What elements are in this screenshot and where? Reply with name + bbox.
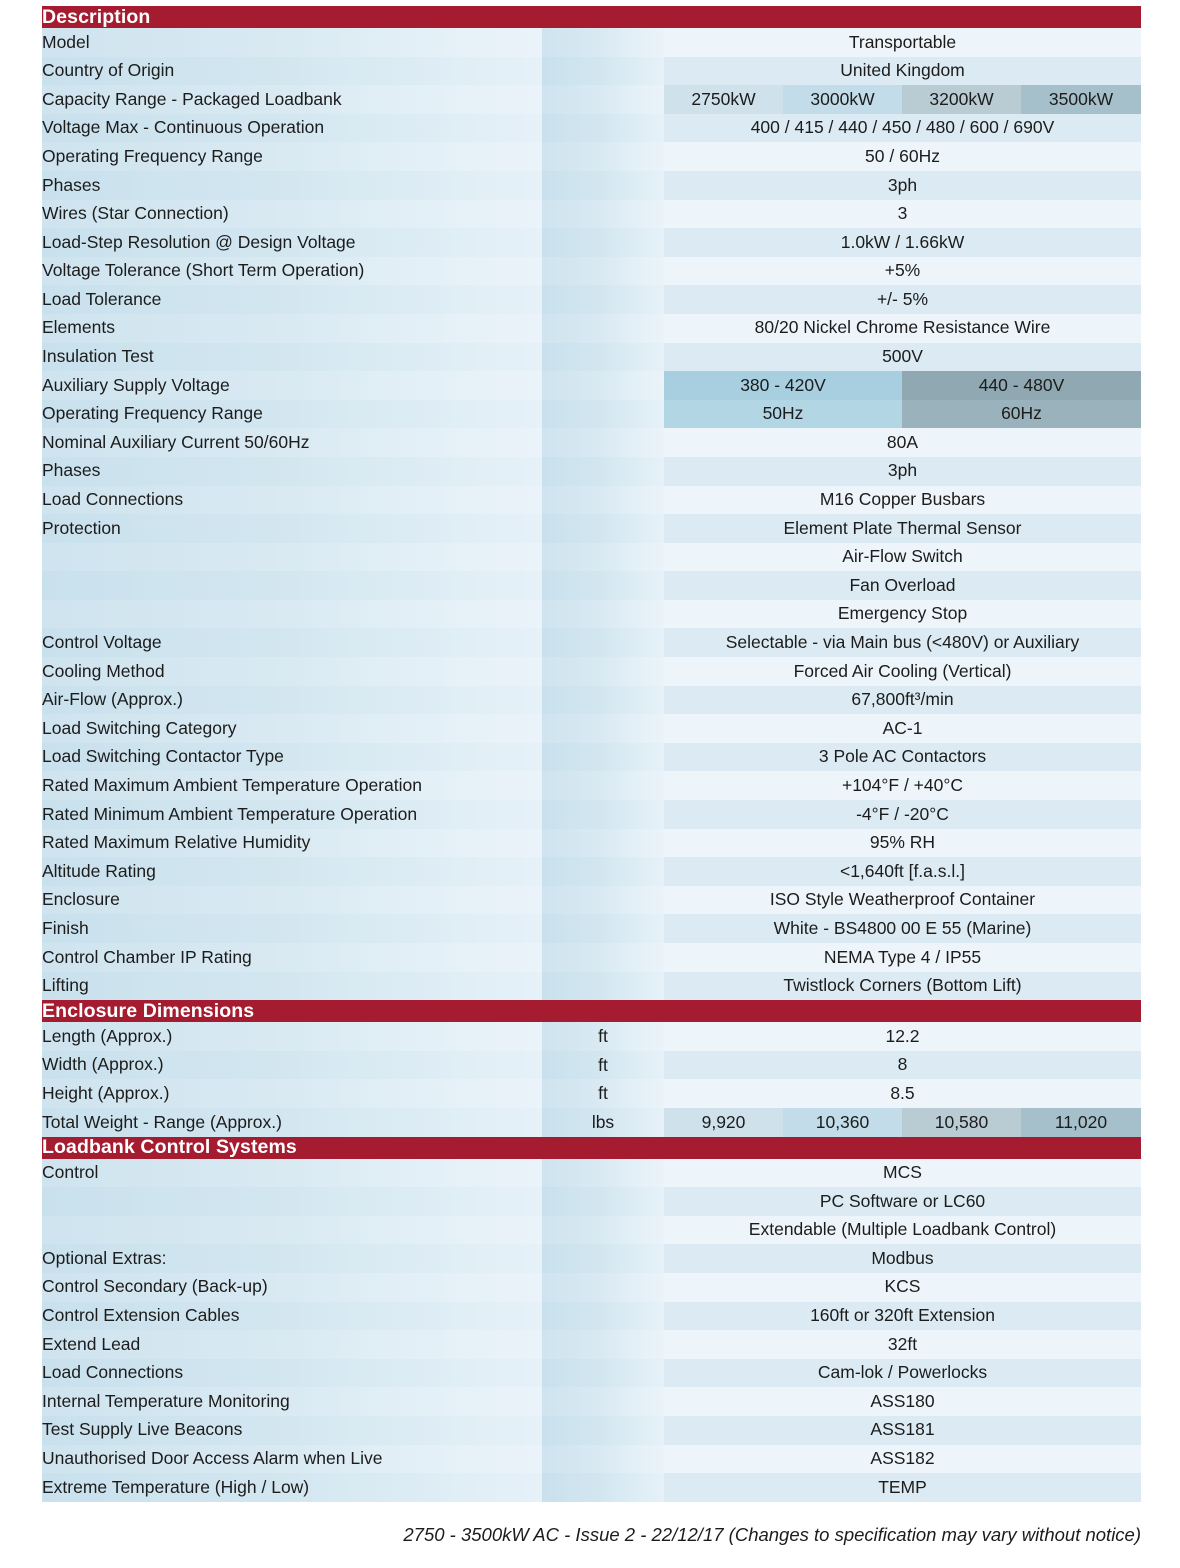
row-unit bbox=[542, 343, 664, 372]
row-unit bbox=[542, 829, 664, 858]
row-value: +104°F / +40°C bbox=[664, 771, 1141, 800]
table-row bbox=[42, 571, 1141, 600]
row-value: 80A bbox=[664, 428, 1141, 457]
row-label: Country of Origin bbox=[42, 57, 542, 86]
row-label: Rated Maximum Ambient Temperature Operation bbox=[42, 771, 542, 800]
row-label: Width (Approx.) bbox=[42, 1051, 542, 1080]
row-unit bbox=[542, 400, 664, 429]
row-value: ASS182 bbox=[664, 1445, 1141, 1474]
row-label: Total Weight - Range (Approx.) bbox=[42, 1108, 542, 1137]
row-value: 8.5 bbox=[664, 1079, 1141, 1108]
row-unit bbox=[542, 1387, 664, 1416]
row-value: United Kingdom bbox=[664, 57, 1141, 86]
row-unit bbox=[542, 686, 664, 715]
table-row bbox=[42, 514, 1141, 543]
row-unit bbox=[542, 1302, 664, 1331]
row-value: MCS bbox=[664, 1159, 1141, 1188]
row-label: Rated Maximum Relative Humidity bbox=[42, 829, 542, 858]
row-label: Protection bbox=[42, 514, 542, 543]
row-unit bbox=[542, 514, 664, 543]
row-label: Length (Approx.) bbox=[42, 1022, 542, 1051]
row-unit bbox=[542, 228, 664, 257]
row-label: Extreme Temperature (High / Low) bbox=[42, 1473, 542, 1502]
row-label bbox=[42, 600, 542, 629]
table-row bbox=[42, 1273, 1141, 1302]
section-title: Enclosure Dimensions bbox=[42, 1000, 1141, 1022]
row-value: -4°F / -20°C bbox=[664, 800, 1141, 829]
row-label: Control bbox=[42, 1159, 542, 1188]
row-unit bbox=[542, 85, 664, 114]
row-value: M16 Copper Busbars bbox=[664, 486, 1141, 515]
row-value: KCS bbox=[664, 1273, 1141, 1302]
row-label: Height (Approx.) bbox=[42, 1079, 542, 1108]
table-row bbox=[42, 1330, 1141, 1359]
row-label: Finish bbox=[42, 914, 542, 943]
row-label: Load Switching Category bbox=[42, 714, 542, 743]
row-value: 500V bbox=[664, 343, 1141, 372]
dual-value-left: 380 - 420V bbox=[664, 371, 902, 400]
table-row bbox=[42, 228, 1141, 257]
row-unit bbox=[542, 972, 664, 1001]
row-unit bbox=[542, 1416, 664, 1445]
variant-value-1: 2750kW bbox=[664, 85, 783, 114]
row-unit bbox=[542, 543, 664, 572]
row-label: Enclosure bbox=[42, 886, 542, 915]
row-unit: lbs bbox=[542, 1108, 664, 1137]
row-unit bbox=[542, 28, 664, 57]
row-unit: ft bbox=[542, 1022, 664, 1051]
row-label: Load Tolerance bbox=[42, 285, 542, 314]
row-label: Control Extension Cables bbox=[42, 1302, 542, 1331]
row-value: +/- 5% bbox=[664, 285, 1141, 314]
row-value: <1,640ft [f.a.s.l.] bbox=[664, 857, 1141, 886]
table-row bbox=[42, 257, 1141, 286]
row-value: 95% RH bbox=[664, 829, 1141, 858]
table-row bbox=[42, 314, 1141, 343]
row-unit bbox=[542, 371, 664, 400]
table-row bbox=[42, 285, 1141, 314]
section-header-enclosure-dimensions bbox=[42, 1000, 1141, 1022]
table-row bbox=[42, 1216, 1141, 1245]
row-label: Operating Frequency Range bbox=[42, 142, 542, 171]
row-value: AC-1 bbox=[664, 714, 1141, 743]
row-unit bbox=[542, 943, 664, 972]
row-value: 3 bbox=[664, 200, 1141, 229]
row-value: Selectable - via Main bus (<480V) or Auxiliary bbox=[664, 628, 1141, 657]
variant-value-2: 3000kW bbox=[783, 85, 902, 114]
row-unit bbox=[542, 428, 664, 457]
table-row bbox=[42, 743, 1141, 772]
row-value: PC Software or LC60 bbox=[664, 1187, 1141, 1216]
variant-value-1: 9,920 bbox=[664, 1108, 783, 1137]
table-row bbox=[42, 57, 1141, 86]
table-row bbox=[42, 714, 1141, 743]
table-row bbox=[42, 972, 1141, 1001]
row-unit bbox=[542, 600, 664, 629]
row-value: 3ph bbox=[664, 457, 1141, 486]
table-row bbox=[42, 400, 1141, 429]
row-value: 160ft or 320ft Extension bbox=[664, 1302, 1141, 1331]
row-label: Phases bbox=[42, 457, 542, 486]
row-value: 67,800ft³/min bbox=[664, 686, 1141, 715]
table-row bbox=[42, 1359, 1141, 1388]
table-row bbox=[42, 1022, 1141, 1051]
row-value: 80/20 Nickel Chrome Resistance Wire bbox=[664, 314, 1141, 343]
variant-value-4: 11,020 bbox=[1021, 1108, 1141, 1137]
row-value: Element Plate Thermal Sensor bbox=[664, 514, 1141, 543]
row-label: Control Voltage bbox=[42, 628, 542, 657]
table-row bbox=[42, 486, 1141, 515]
row-unit bbox=[542, 200, 664, 229]
section-header-description bbox=[42, 6, 1141, 28]
row-label: Phases bbox=[42, 171, 542, 200]
table-row bbox=[42, 428, 1141, 457]
row-unit bbox=[542, 800, 664, 829]
row-label bbox=[42, 571, 542, 600]
row-label: Model bbox=[42, 28, 542, 57]
row-value: 32ft bbox=[664, 1330, 1141, 1359]
row-label bbox=[42, 1216, 542, 1245]
row-value: Emergency Stop bbox=[664, 600, 1141, 629]
table-row bbox=[42, 628, 1141, 657]
row-value: Forced Air Cooling (Vertical) bbox=[664, 657, 1141, 686]
variant-value-2: 10,360 bbox=[783, 1108, 902, 1137]
row-label: Load Connections bbox=[42, 486, 542, 515]
row-label: Optional Extras: bbox=[42, 1244, 542, 1273]
row-label: Auxiliary Supply Voltage bbox=[42, 371, 542, 400]
row-label: Voltage Tolerance (Short Term Operation) bbox=[42, 257, 542, 286]
row-unit bbox=[542, 1445, 664, 1474]
row-unit bbox=[542, 457, 664, 486]
row-unit bbox=[542, 57, 664, 86]
row-unit bbox=[542, 257, 664, 286]
row-unit bbox=[542, 771, 664, 800]
row-unit bbox=[542, 571, 664, 600]
row-value: ASS180 bbox=[664, 1387, 1141, 1416]
row-unit bbox=[542, 1273, 664, 1302]
row-value: Twistlock Corners (Bottom Lift) bbox=[664, 972, 1141, 1001]
row-unit bbox=[542, 714, 664, 743]
row-value: 50 / 60Hz bbox=[664, 142, 1141, 171]
row-unit bbox=[542, 171, 664, 200]
variant-value-3: 3200kW bbox=[902, 85, 1021, 114]
row-unit bbox=[542, 486, 664, 515]
dual-value-left: 50Hz bbox=[664, 400, 902, 429]
row-label: Nominal Auxiliary Current 50/60Hz bbox=[42, 428, 542, 457]
row-unit bbox=[542, 886, 664, 915]
row-value: White - BS4800 00 E 55 (Marine) bbox=[664, 914, 1141, 943]
table-row bbox=[42, 1302, 1141, 1331]
row-unit bbox=[542, 1244, 664, 1273]
table-row bbox=[42, 1108, 1141, 1137]
row-value: TEMP bbox=[664, 1473, 1141, 1502]
row-label: Altitude Rating bbox=[42, 857, 542, 886]
table-row bbox=[42, 1159, 1141, 1188]
row-unit bbox=[542, 1473, 664, 1502]
row-value: ASS181 bbox=[664, 1416, 1141, 1445]
dual-value-right: 60Hz bbox=[902, 400, 1141, 429]
table-row bbox=[42, 943, 1141, 972]
table-row bbox=[42, 1473, 1141, 1502]
row-label bbox=[42, 543, 542, 572]
row-label: Capacity Range - Packaged Loadbank bbox=[42, 85, 542, 114]
row-label: Wires (Star Connection) bbox=[42, 200, 542, 229]
row-value: 3 Pole AC Contactors bbox=[664, 743, 1141, 772]
footer-revision-note: 2750 - 3500kW AC - Issue 2 - 22/12/17 (Changes to specification may vary without notice) bbox=[403, 1524, 1141, 1545]
table-row bbox=[42, 1445, 1141, 1474]
row-unit bbox=[542, 1187, 664, 1216]
table-row bbox=[42, 371, 1141, 400]
row-value: 8 bbox=[664, 1051, 1141, 1080]
row-value: ISO Style Weatherproof Container bbox=[664, 886, 1141, 915]
row-value: NEMA Type 4 / IP55 bbox=[664, 943, 1141, 972]
table-row bbox=[42, 85, 1141, 114]
row-unit bbox=[542, 142, 664, 171]
row-unit bbox=[542, 743, 664, 772]
table-row bbox=[42, 1387, 1141, 1416]
row-unit: ft bbox=[542, 1079, 664, 1108]
table-row bbox=[42, 857, 1141, 886]
row-value: Air-Flow Switch bbox=[664, 543, 1141, 572]
table-row bbox=[42, 800, 1141, 829]
row-value: +5% bbox=[664, 257, 1141, 286]
row-label: Control Secondary (Back-up) bbox=[42, 1273, 542, 1302]
table-row bbox=[42, 200, 1141, 229]
row-value: 12.2 bbox=[664, 1022, 1141, 1051]
variant-value-3: 10,580 bbox=[902, 1108, 1021, 1137]
row-value: Modbus bbox=[664, 1244, 1141, 1273]
row-unit bbox=[542, 1159, 664, 1188]
row-label: Load Connections bbox=[42, 1359, 542, 1388]
row-value: Extendable (Multiple Loadbank Control) bbox=[664, 1216, 1141, 1245]
row-value: 400 / 415 / 440 / 450 / 480 / 600 / 690V bbox=[664, 114, 1141, 143]
table-row bbox=[42, 914, 1141, 943]
table-row bbox=[42, 543, 1141, 572]
row-label: Load Switching Contactor Type bbox=[42, 743, 542, 772]
row-label: Test Supply Live Beacons bbox=[42, 1416, 542, 1445]
table-row bbox=[42, 829, 1141, 858]
row-label: Extend Lead bbox=[42, 1330, 542, 1359]
row-label: Lifting bbox=[42, 972, 542, 1001]
row-unit bbox=[542, 285, 664, 314]
table-row bbox=[42, 686, 1141, 715]
row-unit bbox=[542, 857, 664, 886]
specification-table bbox=[42, 6, 1141, 1502]
table-row bbox=[42, 171, 1141, 200]
row-label: Internal Temperature Monitoring bbox=[42, 1387, 542, 1416]
row-value: 1.0kW / 1.66kW bbox=[664, 228, 1141, 257]
row-value: 3ph bbox=[664, 171, 1141, 200]
row-unit bbox=[542, 628, 664, 657]
row-label: Load-Step Resolution @ Design Voltage bbox=[42, 228, 542, 257]
table-row bbox=[42, 1051, 1141, 1080]
row-unit bbox=[542, 657, 664, 686]
row-label: Rated Minimum Ambient Temperature Operation bbox=[42, 800, 542, 829]
table-row bbox=[42, 1079, 1141, 1108]
section-title: Loadbank Control Systems bbox=[42, 1137, 1141, 1159]
table-row bbox=[42, 28, 1141, 57]
row-unit bbox=[542, 114, 664, 143]
row-label: Unauthorised Door Access Alarm when Live bbox=[42, 1445, 542, 1474]
row-label: Control Chamber IP Rating bbox=[42, 943, 542, 972]
table-row bbox=[42, 457, 1141, 486]
table-row bbox=[42, 886, 1141, 915]
table-row bbox=[42, 1416, 1141, 1445]
row-label: Operating Frequency Range bbox=[42, 400, 542, 429]
row-value: Transportable bbox=[664, 28, 1141, 57]
row-label: Insulation Test bbox=[42, 343, 542, 372]
table-row bbox=[42, 142, 1141, 171]
row-label: Air-Flow (Approx.) bbox=[42, 686, 542, 715]
row-value: Cam-lok / Powerlocks bbox=[664, 1359, 1141, 1388]
row-unit: ft bbox=[542, 1051, 664, 1080]
row-unit bbox=[542, 1359, 664, 1388]
table-row bbox=[42, 114, 1141, 143]
variant-value-4: 3500kW bbox=[1021, 85, 1141, 114]
section-header-loadbank-control-systems bbox=[42, 1137, 1141, 1159]
table-row bbox=[42, 1187, 1141, 1216]
table-row bbox=[42, 343, 1141, 372]
dual-value-right: 440 - 480V bbox=[902, 371, 1141, 400]
row-label: Elements bbox=[42, 314, 542, 343]
row-unit bbox=[542, 914, 664, 943]
row-value: Fan Overload bbox=[664, 571, 1141, 600]
table-row bbox=[42, 771, 1141, 800]
row-unit bbox=[542, 314, 664, 343]
row-label: Cooling Method bbox=[42, 657, 542, 686]
row-unit bbox=[542, 1330, 664, 1359]
section-title: Description bbox=[42, 6, 1141, 28]
row-unit bbox=[542, 1216, 664, 1245]
table-row bbox=[42, 1244, 1141, 1273]
row-label bbox=[42, 1187, 542, 1216]
row-label: Voltage Max - Continuous Operation bbox=[42, 114, 542, 143]
table-row bbox=[42, 600, 1141, 629]
table-row bbox=[42, 657, 1141, 686]
